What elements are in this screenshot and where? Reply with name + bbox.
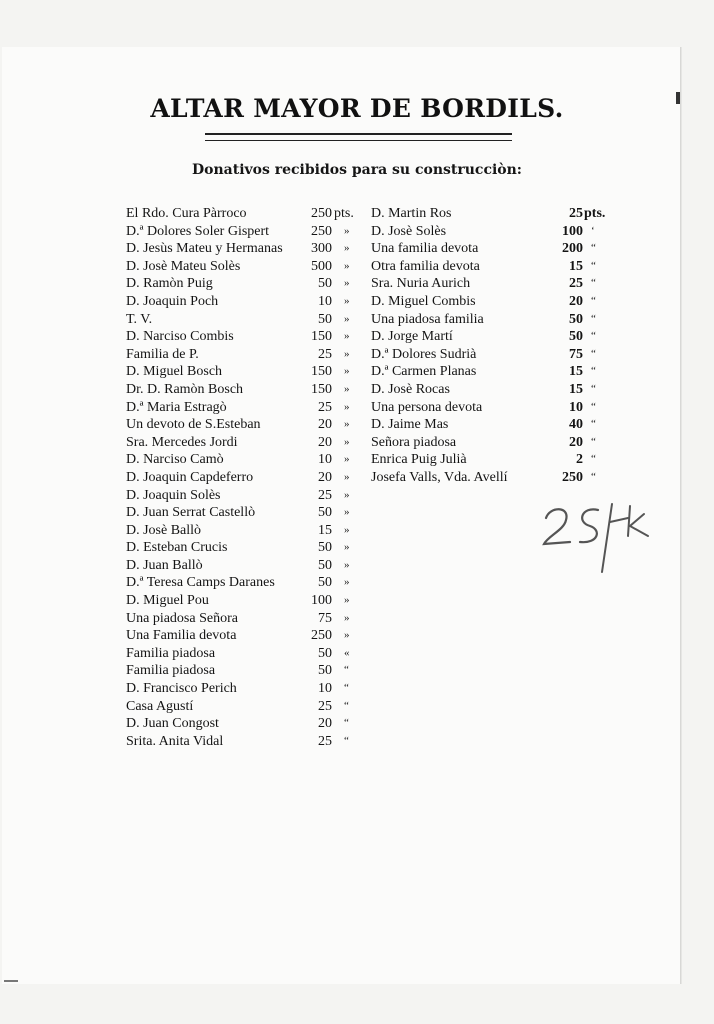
donation-row — [371, 275, 621, 293]
donation-row — [371, 223, 621, 241]
donation-amount: 150 — [311, 364, 332, 380]
donation-amount: 40 — [569, 417, 583, 433]
currency-unit: “ — [591, 347, 596, 360]
currency-unit: » — [344, 347, 350, 360]
donation-amount: 150 — [311, 381, 332, 397]
donation-row — [126, 293, 366, 311]
currency-unit: » — [344, 541, 350, 554]
donor-name: D. Miguel Combis — [371, 293, 476, 309]
donation-amount: 20 — [318, 417, 332, 433]
donation-amount: 50 — [318, 663, 332, 679]
donor-name: D. Juan Serrat Castellò — [126, 505, 256, 521]
document-title: ALTAR MAYOR DE BORDILS. — [150, 94, 564, 123]
currency-unit: “ — [591, 400, 596, 413]
donor-name: D.ª Carmen Planas — [371, 364, 477, 380]
currency-unit: » — [344, 418, 350, 431]
donation-row — [126, 680, 366, 698]
donation-row — [126, 434, 366, 452]
donation-amount: 100 — [311, 593, 332, 609]
currency-unit: « — [344, 646, 350, 659]
donation-amount: 20 — [318, 716, 332, 732]
donation-amount: 25 — [569, 206, 583, 221]
donor-name: D. Juan Ballò — [126, 557, 203, 573]
donation-amount: 10 — [569, 399, 583, 415]
donor-name: D. Joaquin Capdeferro — [126, 469, 254, 485]
donation-amount: 250 — [562, 469, 583, 485]
donor-name: D. Joaquin Poch — [126, 293, 219, 309]
donation-row — [126, 487, 366, 505]
donation-amount: 500 — [311, 258, 332, 274]
donation-row — [126, 469, 366, 487]
currency-unit: » — [344, 506, 350, 519]
currency-unit: “ — [344, 682, 349, 695]
donation-row — [126, 399, 366, 417]
donation-row — [126, 715, 366, 733]
donation-amount: 25 — [318, 733, 332, 749]
donation-amount: 300 — [311, 241, 332, 257]
currency-unit: “ — [591, 312, 596, 325]
donor-name: D. Narciso Combis — [126, 329, 234, 345]
donation-row — [371, 205, 621, 223]
donation-row — [371, 416, 621, 434]
donor-name: Enrica Puig Julià — [371, 452, 467, 468]
currency-unit: “ — [591, 470, 596, 483]
donation-amount: 25 — [318, 487, 332, 503]
currency-unit: » — [344, 382, 350, 395]
donation-row — [126, 328, 366, 346]
currency-unit: “ — [591, 435, 596, 448]
donor-name: D. Francisco Perich — [126, 681, 237, 697]
donor-name: Una persona devota — [371, 399, 483, 415]
currency-unit: » — [344, 294, 350, 307]
currency-unit: » — [344, 558, 350, 571]
edge-mark — [4, 980, 18, 982]
donation-row — [126, 311, 366, 329]
donation-row — [126, 504, 366, 522]
donation-row — [126, 451, 366, 469]
donation-amount: 100 — [562, 223, 583, 239]
donation-row — [126, 592, 366, 610]
donation-row — [371, 381, 621, 399]
donation-row — [126, 381, 366, 399]
donation-amount: 150 — [311, 329, 332, 345]
donation-row — [126, 223, 366, 241]
currency-unit: » — [344, 611, 350, 624]
donor-name: D. Ramòn Puig — [126, 276, 213, 292]
donor-name: D. Martin Ros — [371, 206, 452, 221]
currency-unit: » — [344, 523, 350, 536]
document-subtitle: Donativos recibidos para su construcciòn: — [192, 162, 522, 178]
currency-unit: » — [344, 629, 350, 642]
donor-name: D. Miguel Pou — [126, 593, 209, 609]
donation-amount: 75 — [569, 346, 583, 362]
donor-name: D. Narciso Camò — [126, 452, 224, 468]
donation-row — [371, 240, 621, 258]
donation-row — [371, 434, 621, 452]
donor-name: Un devoto de S.Esteban — [126, 417, 261, 433]
donation-row — [126, 645, 366, 663]
donation-amount: 50 — [318, 540, 332, 556]
currency-unit: “ — [344, 734, 349, 747]
donor-name: D.ª Dolores Sudrià — [371, 346, 477, 362]
donation-row — [126, 258, 366, 276]
donation-amount: 15 — [569, 381, 583, 397]
donor-name: Otra familia devota — [371, 258, 480, 274]
donation-row — [126, 557, 366, 575]
donor-name: Señora piadosa — [371, 434, 457, 450]
donor-name: D.ª Maria Estragò — [126, 399, 227, 415]
donation-amount: 50 — [569, 311, 583, 327]
donor-name: D. Josè Rocas — [371, 381, 450, 397]
donation-amount: 20 — [318, 469, 332, 485]
donation-row — [126, 733, 366, 751]
donor-name: D. Josè Ballò — [126, 522, 202, 538]
currency-unit: “ — [344, 717, 349, 730]
donation-amount: 25 — [569, 276, 583, 292]
donor-name: Una familia devota — [371, 241, 479, 257]
donation-amount: 2 — [576, 452, 583, 468]
donor-name: El Rdo. Cura Pàrroco — [126, 206, 247, 221]
currency-unit: » — [344, 470, 350, 483]
currency-unit: » — [344, 312, 350, 325]
donation-amount: 15 — [318, 522, 332, 538]
donor-name: D. Josè Solès — [371, 223, 447, 239]
donor-name: D. Joaquin Solès — [126, 487, 221, 503]
currency-unit: “ — [591, 259, 596, 272]
currency-unit: » — [344, 259, 350, 272]
edge-mark — [676, 92, 680, 104]
donation-amount: 250 — [311, 206, 332, 221]
donation-amount: 75 — [318, 610, 332, 626]
donor-name: D. Jesùs Mateu y Hermanas — [126, 241, 283, 257]
donor-name: Una piadosa familia — [371, 311, 484, 327]
donation-amount: 50 — [318, 311, 332, 327]
donation-amount: 10 — [318, 681, 332, 697]
donation-row — [126, 627, 366, 645]
currency-unit: » — [344, 453, 350, 466]
donation-row — [371, 399, 621, 417]
donation-amount: 50 — [318, 557, 332, 573]
currency-unit: “ — [591, 453, 596, 466]
donation-amount: 50 — [318, 276, 332, 292]
currency-unit: “ — [591, 418, 596, 431]
currency-unit: “ — [591, 277, 596, 290]
donation-amount: 250 — [311, 223, 332, 239]
currency-unit: » — [344, 277, 350, 290]
donor-name: D.ª Dolores Soler Gispert — [126, 223, 270, 239]
donation-amount: 20 — [569, 293, 583, 309]
donation-row — [126, 698, 366, 716]
currency-unit: pts. — [584, 206, 606, 221]
currency-unit: “ — [591, 294, 596, 307]
right-donation-list — [371, 205, 621, 487]
donation-row — [126, 539, 366, 557]
currency-unit: » — [344, 400, 350, 413]
donation-row — [126, 610, 366, 628]
currency-unit: “ — [344, 699, 349, 712]
donation-row — [126, 240, 366, 258]
donation-row — [126, 363, 366, 381]
currency-unit: » — [344, 242, 350, 255]
donation-row — [371, 346, 621, 364]
donation-amount: 250 — [311, 628, 332, 644]
currency-unit: ‘ — [591, 224, 595, 237]
donation-amount: 15 — [569, 364, 583, 380]
donor-name: D. Josè Mateu Solès — [126, 258, 241, 274]
donation-row — [126, 522, 366, 540]
donation-row — [371, 328, 621, 346]
donation-row — [126, 205, 366, 223]
donation-amount: 200 — [562, 241, 583, 257]
donation-row — [126, 574, 366, 592]
donor-name: Una Familia devota — [126, 628, 237, 644]
currency-unit: » — [344, 330, 350, 343]
donor-name: Familia piadosa — [126, 645, 216, 661]
donation-amount: 10 — [318, 452, 332, 468]
currency-unit: “ — [591, 330, 596, 343]
donor-name: Srita. Anita Vidal — [126, 733, 224, 749]
donor-name: T. V. — [126, 311, 153, 327]
currency-unit: » — [344, 576, 350, 589]
donor-name: Casa Agustí — [126, 698, 194, 714]
currency-unit: » — [344, 365, 350, 378]
donation-row — [126, 662, 366, 680]
currency-unit: » — [344, 435, 350, 448]
donation-amount: 25 — [318, 346, 332, 362]
donor-name: Josefa Valls, Vda. Avellí — [371, 469, 508, 485]
currency-unit: “ — [591, 365, 596, 378]
donor-name: Familia de P. — [126, 346, 199, 362]
donor-name: D.ª Teresa Camps Daranes — [126, 575, 275, 591]
currency-unit: » — [344, 594, 350, 607]
donor-name: Sra. Mercedes Jordi — [126, 434, 238, 450]
donation-row — [371, 293, 621, 311]
donation-amount: 15 — [569, 258, 583, 274]
donor-name: Dr. D. Ramòn Bosch — [126, 381, 244, 397]
donation-row — [371, 469, 621, 487]
donor-name: D. Juan Congost — [126, 716, 219, 732]
donation-amount: 20 — [318, 434, 332, 450]
currency-unit: » — [344, 488, 350, 501]
donation-row — [371, 311, 621, 329]
donation-row — [126, 346, 366, 364]
donor-name: Una piadosa Señora — [126, 610, 238, 626]
donor-name: Familia piadosa — [126, 663, 216, 679]
donation-amount: 50 — [318, 575, 332, 591]
donation-amount: 50 — [569, 329, 583, 345]
donor-name: D. Jaime Mas — [371, 417, 449, 433]
donor-name: D. Miguel Bosch — [126, 364, 223, 380]
donation-amount: 25 — [318, 698, 332, 714]
donation-amount: 50 — [318, 645, 332, 661]
donor-name: D. Esteban Crucis — [126, 540, 228, 556]
handwritten-annotation — [536, 496, 656, 576]
donation-row — [126, 416, 366, 434]
currency-unit: “ — [591, 242, 596, 255]
donor-name: Sra. Nuria Aurich — [371, 276, 471, 292]
currency-unit: “ — [344, 664, 349, 677]
title-divider — [205, 133, 512, 141]
donation-amount: 25 — [318, 399, 332, 415]
donation-row — [126, 275, 366, 293]
left-donation-list — [126, 205, 366, 750]
currency-unit: pts. — [334, 206, 354, 221]
donation-row — [371, 451, 621, 469]
donation-row — [371, 363, 621, 381]
currency-unit: “ — [591, 382, 596, 395]
donation-amount: 50 — [318, 505, 332, 521]
donor-name: D. Jorge Martí — [371, 329, 453, 345]
donation-row — [371, 258, 621, 276]
donation-amount: 20 — [569, 434, 583, 450]
currency-unit: » — [344, 224, 350, 237]
donation-amount: 10 — [318, 293, 332, 309]
